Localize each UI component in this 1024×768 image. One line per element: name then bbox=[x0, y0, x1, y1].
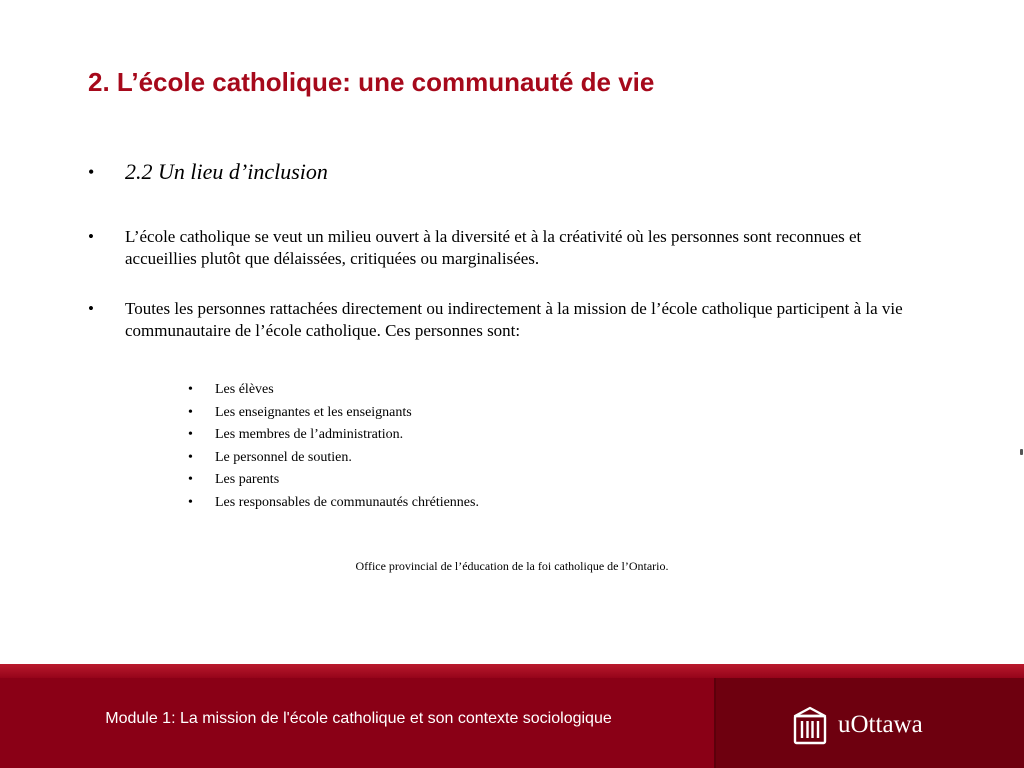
paragraph-text: Toutes les personnes rattachées directement ou indirectement à la mission de l’école catholique participent à la vie communautaire de l’école catholique. Ces personnes sont: bbox=[125, 299, 903, 340]
paragraph-bullet-1 bbox=[88, 226, 918, 270]
source-citation bbox=[0, 559, 1024, 574]
list-item bbox=[188, 492, 479, 515]
source-text: Office provincial de l’éducation de la foi catholique de l’Ontario. bbox=[355, 559, 669, 573]
section-heading-bullet bbox=[88, 158, 918, 186]
list-item bbox=[188, 447, 479, 470]
list-item-label: Les enseignantes et les enseignants bbox=[215, 404, 412, 420]
edge-mark bbox=[1020, 449, 1023, 455]
uottawa-logo bbox=[792, 704, 923, 746]
list-item-label: Les membres de l’administration. bbox=[215, 427, 404, 442]
footer-module-title: Module 1: La mission de l'école catholique et son contexte sociologique bbox=[105, 710, 612, 727]
list-item bbox=[188, 469, 479, 492]
list-item bbox=[188, 379, 479, 402]
bullet-marker: • bbox=[88, 227, 94, 246]
bullet-marker: • bbox=[88, 299, 94, 318]
footer-top-strip bbox=[0, 664, 1024, 678]
bullet-marker: • bbox=[188, 404, 193, 420]
slide-title: 2. L’école catholique: une communauté de vie bbox=[88, 67, 655, 97]
list-item bbox=[188, 402, 479, 425]
list-item bbox=[188, 424, 479, 447]
bullet-marker: • bbox=[188, 427, 193, 442]
bullet-marker: • bbox=[188, 382, 193, 397]
logo-text: uOttawa bbox=[838, 711, 923, 738]
people-list bbox=[188, 379, 479, 514]
list-item-label: Le personnel de soutien. bbox=[215, 449, 352, 465]
bullet-marker: • bbox=[188, 449, 193, 465]
building-icon bbox=[792, 705, 828, 745]
paragraph-text: L’école catholique se veut un milieu ouvert à la diversité et à la créativité où les personnes sont reconnues et accueillies plutôt que délaissées, critiquées ou marginalisées. bbox=[125, 227, 862, 268]
list-item-label: Les responsables de communautés chrétiennes. bbox=[215, 494, 479, 510]
list-item-label: Les parents bbox=[215, 472, 280, 487]
paragraph-bullet-2 bbox=[88, 298, 918, 342]
section-heading: 2.2 Un lieu d’inclusion bbox=[125, 159, 328, 184]
bullet-marker: • bbox=[188, 472, 193, 487]
bullet-marker: • bbox=[88, 162, 95, 182]
bullet-marker: • bbox=[188, 494, 193, 510]
list-item-label: Les élèves bbox=[215, 382, 274, 397]
